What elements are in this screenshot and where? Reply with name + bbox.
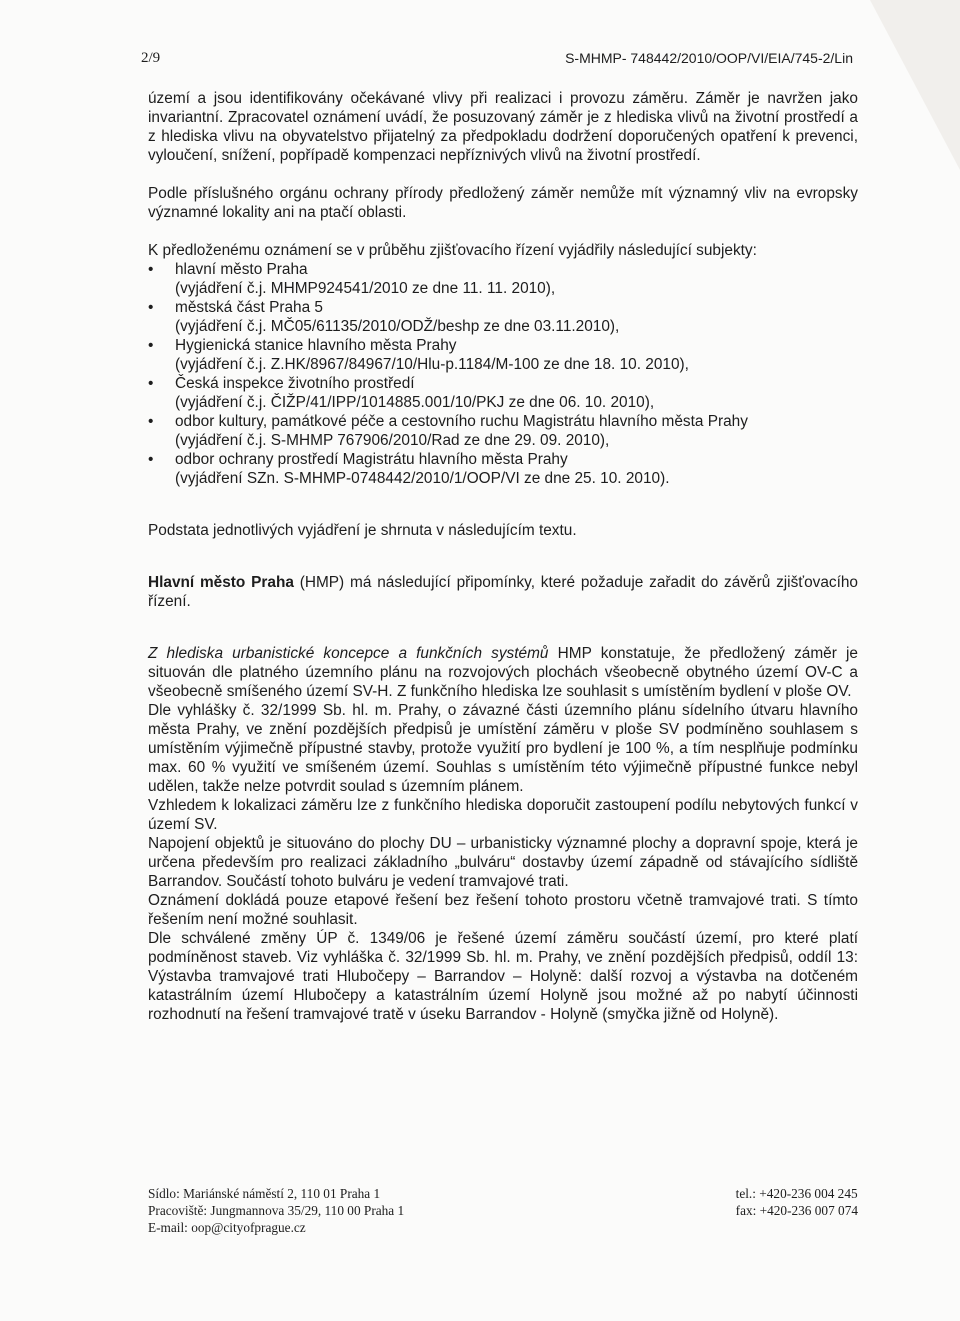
footer-address <box>148 1185 404 1236</box>
hmp-urban-paragraph <box>148 644 858 701</box>
summary-line: Podstata jednotlivých vyjádření je shrnuta v následujícím textu. <box>148 522 577 539</box>
footer-email: E-mail: oop@cityofprague.cz <box>148 1220 306 1235</box>
footer-phone: tel.: +420-236 004 245 <box>735 1186 858 1201</box>
subject-name: • Česká inspekce životního prostředí <box>175 375 415 392</box>
reference-number: S-MHMP- 748442/2010/OOP/VI/EIA/745-2/Lin <box>565 50 853 66</box>
footer-seat: Sídlo: Mariánské náměstí 2, 110 01 Praha 1 <box>148 1186 381 1201</box>
list-item <box>148 412 858 450</box>
subject-detail: (vyjádření č.j. MČ05/61135/2010/ODŽ/beshp ze dne 03.11.2010), <box>175 318 620 335</box>
footer-fax: fax: +420-236 007 074 <box>735 1203 858 1218</box>
hmp-intro <box>148 573 858 611</box>
subject-name: • odbor ochrany prostředí Magistrátu hlavního města Prahy <box>175 451 568 468</box>
subject-detail: (vyjádření č.j. MHMP924541/2010 ze dne 11. 11. 2010), <box>175 280 556 297</box>
list-item <box>148 450 858 488</box>
page-header <box>141 50 853 67</box>
list-item <box>148 374 858 412</box>
list-item <box>148 336 858 374</box>
subject-detail: (vyjádření č.j. ČIŽP/41/IPP/1014885.001/10/PKJ ze dne 06. 10. 2010), <box>175 394 655 411</box>
paragraph: Podle příslušného orgánu ochrany přírody předložený záměr nemůže mít významný vliv na evropsky významné lokality ani na ptačí oblasti. <box>148 185 858 221</box>
page-footer <box>148 1185 858 1236</box>
subjects-list <box>148 260 858 488</box>
hmp-intro-text: (HMP) má následující připomínky, které požaduje zařadit do závěrů zjišťovacího řízení. <box>148 574 858 610</box>
subject-name: • Hygienická stanice hlavního města Prahy <box>175 337 457 354</box>
paragraph: Dle schválené změny ÚP č. 1349/06 je řešené území záměru součástí území, pro které platí podmíněnost staveb. Viz vyhláška č. 32/1999 Sb. hl. m. Prahy, ve znění pozdějších předpisů, oddíl 13: Výstavba tramvajové trati Hlubočepy – Barrandov – Holyně: další rozvoj a výstavba na dotčeném katastrálním území Hlubočepy a katastrálním území Holyně jsou možné až po nabytí účinnosti rozhodnutí na řešení tramvajové tratě v úseku Barrandov - Holyně (smyčka jižně od Holyně). <box>148 930 858 1023</box>
subject-name: • městská část Praha 5 <box>175 299 323 316</box>
paragraph: území a jsou identifikovány očekávané vlivy při realizaci i provozu záměru. Záměr je navržen jako invariantní. Zpracovatel oznámení uvádí, že posuzovaný záměr je z hlediska vlivů na životní prostředí a z hlediska vlivu na obyvatelstvo přijatelný za předpokladu dodržení doporučených opatření k prevenci, vyloučení, snížení, popřípadě kompenzaci nepříznivých vlivů na životní prostředí. <box>148 90 858 164</box>
paragraph: Oznámení dokládá pouze etapové řešení bez řešení tohoto prostoru včetně tramvajové trati. S tímto řešením není možné souhlasit. <box>148 892 858 928</box>
list-item <box>148 298 858 336</box>
subject-detail: (vyjádření SZn. S-MHMP-0748442/2010/1/OOP/VI ze dne 25. 10. 2010). <box>175 470 670 487</box>
list-item <box>148 260 858 298</box>
footer-contacts <box>736 1185 858 1236</box>
footer-workplace: Pracoviště: Jungmannova 35/29, 110 00 Praha 1 <box>148 1203 405 1218</box>
paragraph: Napojení objektů je situováno do plochy DU – urbanisticky významné plochy a dopravní spoje, která je určena především pro realizaci základního „bulváru“ dostavby území západně od stávajícího sídliště Barrandov. Součástí tohoto bulváru je vedení tramvajové trati. <box>148 835 858 890</box>
subject-name: • odbor kultury, památkové péče a cestovního ruchu Magistrátu hlavního města Prahy <box>175 413 748 430</box>
paragraph: Vzhledem k lokalizaci záměru lze z funkčního hlediska doporučit zastoupení podílu nebytových funkcí v území SV. <box>148 797 858 833</box>
urban-concept-text: HMP konstatuje, že předložený záměr je situován dle platného územního plánu na rozvojových plochách všeobecně obytného území OV-C a všeobecně smíšeného území SV-H. Z funkčního hlediska lze souhlasit s umístěním bydlení v ploše OV. <box>148 645 858 700</box>
hmp-heading: Hlavní město Praha <box>148 574 294 591</box>
page-number: 2/9 <box>141 50 161 66</box>
paragraph: K předloženému oznámení se v průběhu zjišťovacího řízení vyjádřily následující subjekty: <box>148 242 757 259</box>
urban-concept-heading: Z hlediska urbanistické koncepce a funkčních systémů <box>148 645 549 662</box>
document-body <box>148 89 858 1024</box>
page-corner-fold <box>870 0 960 170</box>
paragraph: Dle vyhlášky č. 32/1999 Sb. hl. m. Prahy, o závazné části územního plánu sídelního útvaru hlavního města Prahy, ve znění pozdějších předpisů je umístění záměru v ploše SV podmíněno souhlasem s umístěním výjimečně přípustné stavby, protože využití pro bydlení je 100 %, a tím nesplňuje podmínku max. 60 % využití ve smíšeném území. Souhlas s umístěním této výjimečně přípustné funkce nebyl udělen, takže nelze potvrdit soulad s územním plánem. <box>148 702 858 795</box>
subject-detail: (vyjádření č.j. Z.HK/8967/84967/10/Hlu-p.1184/M-100 ze dne 18. 10. 2010), <box>175 356 689 373</box>
subject-name: • hlavní město Praha <box>175 261 308 278</box>
subject-detail: (vyjádření č.j. S-MHMP 767906/2010/Rad ze dne 29. 09. 2010), <box>175 432 610 449</box>
